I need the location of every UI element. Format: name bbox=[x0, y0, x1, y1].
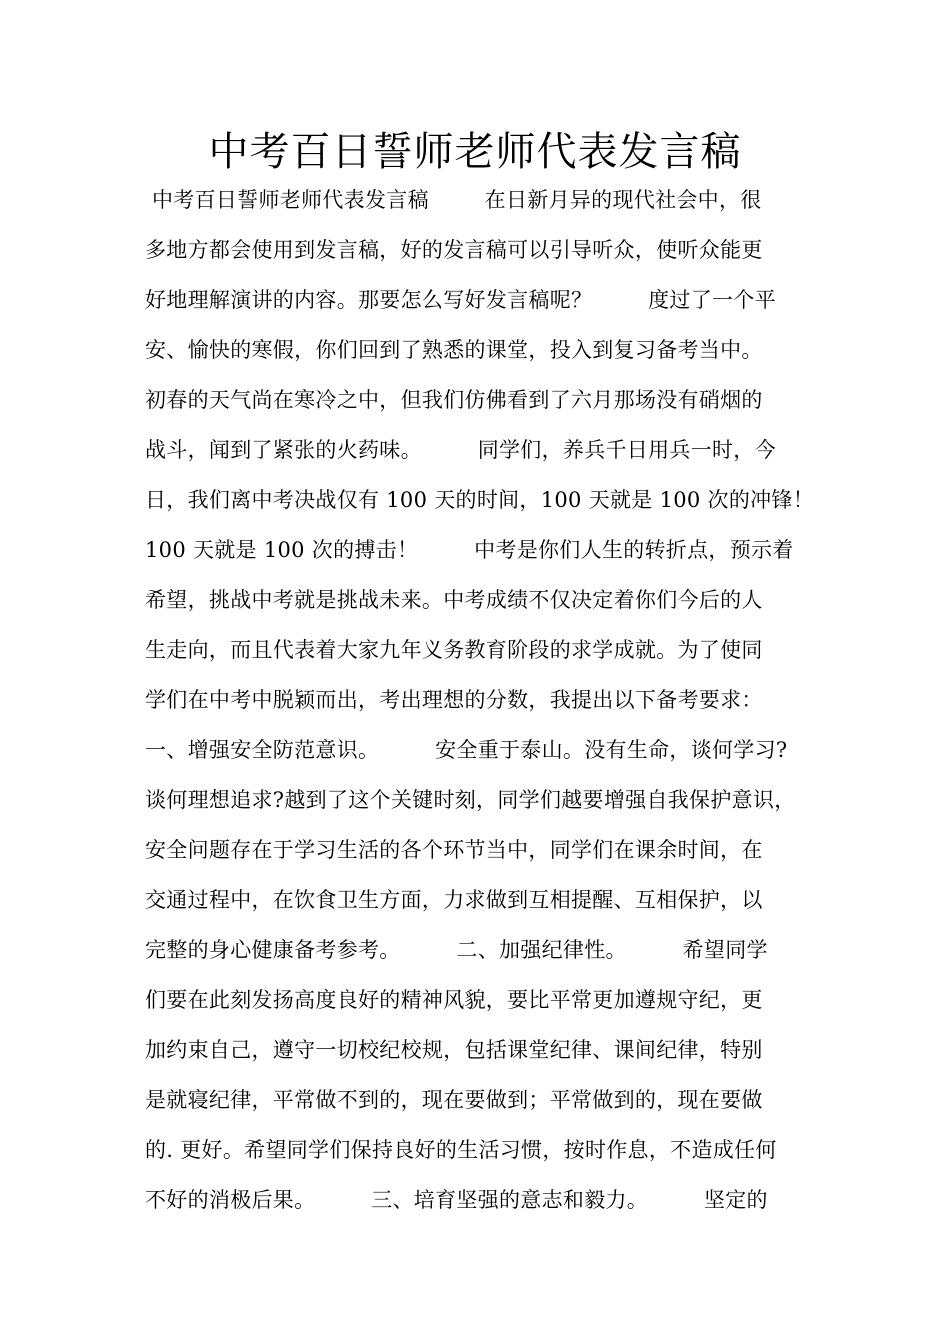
body-line: 100 天就是 100 次的搏击！ 中考是你们人生的转折点，预示着 bbox=[145, 538, 794, 562]
body-line: 一、增强安全防范意识。 安全重于泰山。没有生命，谈何学习? bbox=[145, 738, 788, 762]
document-body bbox=[145, 175, 825, 1225]
body-line: 学们在中考中脱颖而出，考出理想的分数，我提出以下备考要求： bbox=[145, 688, 763, 712]
body-line: 希望，挑战中考就是挑战未来。中考成绩不仅决定着你们今后的人 bbox=[145, 588, 763, 612]
body-line: 安全问题存在于学习生活的各个环节当中，同学们在课余时间，在 bbox=[145, 838, 763, 862]
body-line: 生走向，而且代表着大家九年义务教育阶段的求学成就。为了使同 bbox=[145, 638, 763, 662]
body-line: 中考百日誓师老师代表发言稿 在日新月异的现代社会中，很 bbox=[145, 188, 762, 212]
body-line: 战斗，闻到了紧张的火药味。 同学们，养兵千日用兵一时，今 bbox=[145, 438, 776, 462]
body-line: 多地方都会使用到发言稿，好的发言稿可以引导听众，使听众能更 bbox=[145, 238, 763, 262]
document-title: 中考百日誓师老师代表发言稿 bbox=[208, 129, 742, 175]
body-line: 安、愉快的寒假，你们回到了熟悉的课堂，投入到复习备考当中。 bbox=[145, 338, 763, 362]
body-line: 的. 更好。希望同学们保持良好的生活习惯，按时作息，不造成任何 bbox=[145, 1138, 777, 1162]
body-line: 不好的消极后果。 三、培育坚强的意志和毅力。 坚定的 bbox=[145, 1188, 768, 1212]
body-line: 完整的身心健康备考参考。 二、加强纪律性。 希望同学 bbox=[145, 938, 768, 962]
body-line: 是就寝纪律，平常做不到的，现在要做到；平常做到的，现在要做 bbox=[145, 1088, 763, 1112]
body-line: 们要在此刻发扬高度良好的精神风貌，要比平常更加遵规守纪，更 bbox=[145, 988, 763, 1012]
body-line: 交通过程中，在饮食卫生方面，力求做到互相提醒、互相保护，以 bbox=[145, 888, 763, 912]
body-line: 初春的天气尚在寒冷之中，但我们仿佛看到了六月那场没有硝烟的 bbox=[145, 388, 763, 412]
body-line: 日，我们离中考决战仅有 100 天的时间，100 天就是 100 次的冲锋！ bbox=[145, 488, 815, 512]
body-line: 好地理解演讲的内容。那要怎么写好发言稿呢？ 度过了一个平 bbox=[145, 288, 776, 312]
body-line: 加约束自己，遵守一切校纪校规，包括课堂纪律、课间纪律，特别 bbox=[145, 1038, 763, 1062]
body-line: 谈何理想追求?越到了这个关键时刻，同学们越要增强自我保护意识， bbox=[145, 788, 796, 812]
